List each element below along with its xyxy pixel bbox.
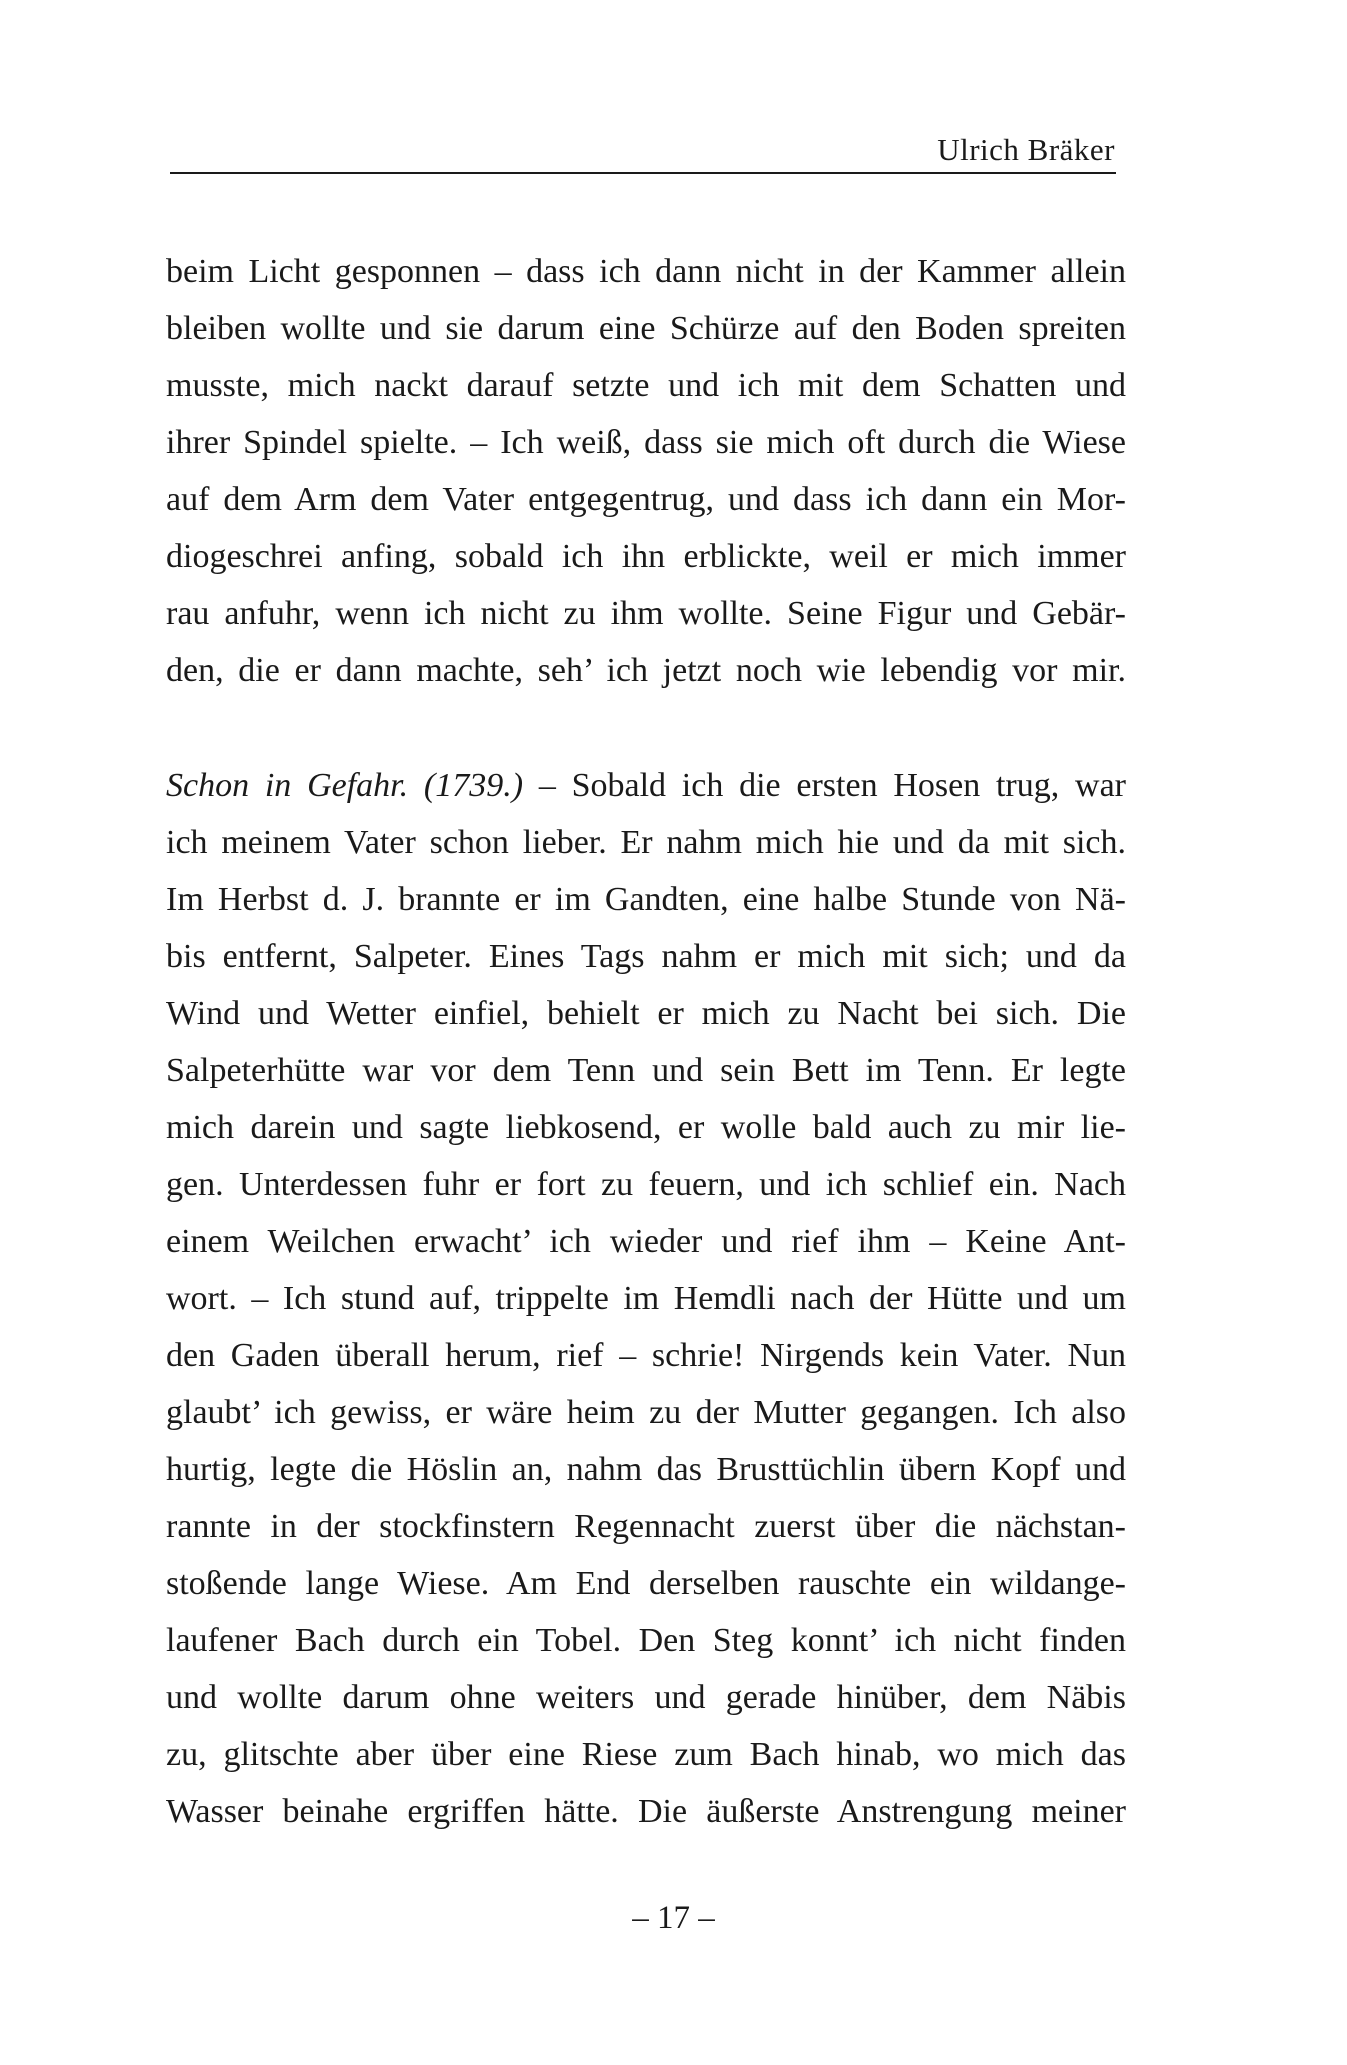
text-line: gen. Unterdessen fuhr er fort zu feuern, und ich schlief ein. Nach (166, 1166, 1126, 1203)
text-line: Salpeterhütte war vor dem Tenn und sein Bett im Tenn. Er legte (166, 1052, 1126, 1089)
text-line: einem Weilchen erwacht’ ich wieder und rief ihm – Keine Ant- (166, 1223, 1126, 1260)
text-line: bleiben wollte und sie darum eine Schürze auf den Boden spreiten (166, 310, 1126, 347)
paragraph-1 (166, 243, 1126, 699)
paragraph-2 (166, 757, 1126, 1840)
text-line: mich darein und sagte liebkosend, er wolle bald auch zu mir lie- (166, 1109, 1126, 1146)
text-line: rannte in der stockfinstern Regennacht zuerst über die nächstan- (166, 1508, 1126, 1545)
text-line: ihrer Spindel spielte. – Ich weiß, dass sie mich oft durch die Wiese (166, 424, 1126, 461)
text-line: diogeschrei anfing, sobald ich ihn erblickte, weil er mich immer (166, 538, 1126, 575)
text-line: laufener Bach durch ein Tobel. Den Steg konnt’ ich nicht finden (166, 1622, 1126, 1659)
text-line: Im Herbst d. J. brannte er im Gandten, eine halbe Stunde von Nä- (166, 881, 1126, 918)
text-line: hurtig, legte die Höslin an, nahm das Brusttüchlin übern Kopf und (166, 1451, 1126, 1488)
first-line-text: – Sobald ich die ersten Hosen trug, war (523, 767, 1126, 804)
header-rule (170, 172, 1116, 174)
text-line: den, die er dann machte, seh’ ich jetzt noch wie lebendig vor mir. (166, 652, 1126, 689)
text-line: Wind und Wetter einfiel, behielt er mich zu Nacht bei sich. Die (166, 995, 1126, 1032)
text-line: bis entfernt, Salpeter. Eines Tags nahm er mich mit sich; und da (166, 938, 1126, 975)
text-line: zu, glitschte aber über eine Riese zum Bach hinab, wo mich das (166, 1736, 1126, 1773)
page-number: – 17 – (632, 1900, 715, 1936)
text-line: wort. – Ich stund auf, trippelte im Hemdli nach der Hütte und um (166, 1280, 1126, 1317)
text-line: Wasser beinahe ergriffen hätte. Die äußerste Anstrengung meiner (166, 1793, 1126, 1830)
text-line: beim Licht gesponnen – dass ich dann nicht in der Kammer allein (166, 253, 1126, 290)
text-line: auf dem Arm dem Vater entgegentrug, und dass ich dann ein Mor- (166, 481, 1126, 518)
text-line: rau anfuhr, wenn ich nicht zu ihm wollte. Seine Figur und Gebär- (166, 595, 1126, 632)
text-line: stoßende lange Wiese. Am End derselben rauschte ein wildange- (166, 1565, 1126, 1602)
running-head-author: Ulrich Bräker (937, 132, 1115, 167)
text-line: glaubt’ ich gewiss, er wäre heim zu der Mutter gegangen. Ich also (166, 1394, 1126, 1431)
text-line: musste, mich nackt darauf setzte und ich mit dem Schatten und (166, 367, 1126, 404)
text-line-first (166, 757, 1126, 814)
text-line: ich meinem Vater schon lieber. Er nahm mich hie und da mit sich. (166, 824, 1126, 861)
section-heading: Schon in Gefahr. (1739.) (166, 767, 524, 804)
text-line: den Gaden überall herum, rief – schrie! Nirgends kein Vater. Nun (166, 1337, 1126, 1374)
text-line: und wollte darum ohne weiters und gerade hinüber, dem Näbis (166, 1679, 1126, 1716)
